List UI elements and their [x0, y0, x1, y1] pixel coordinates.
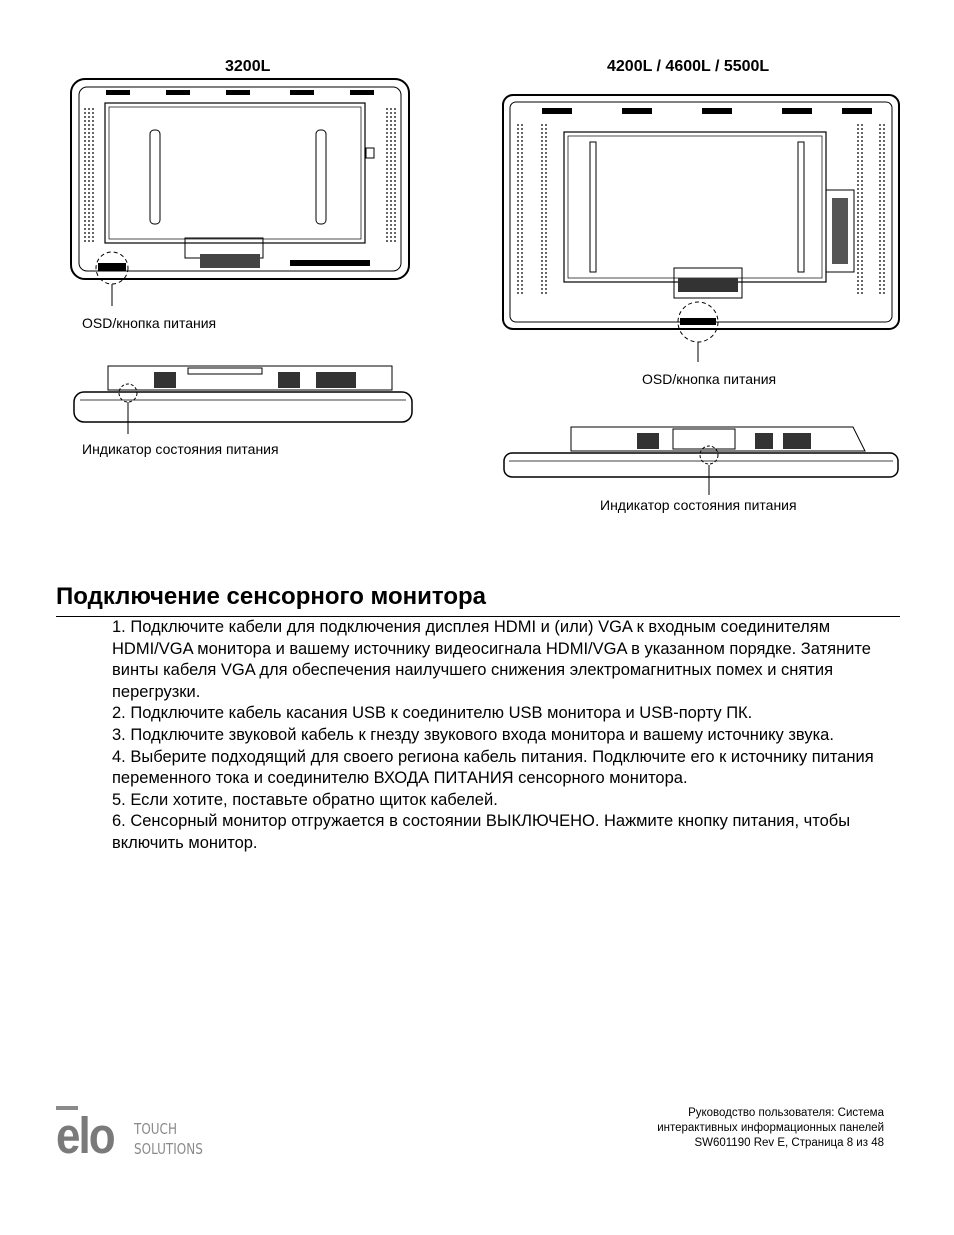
monitor-rear-view-4200l — [502, 94, 900, 364]
monitor-rear-view-3200l — [70, 78, 410, 308]
indicator-caption-3200l: Индикатор состояния питания — [82, 441, 279, 457]
osd-caption-4200l: OSD/кнопка питания — [642, 371, 777, 387]
connection-steps — [112, 617, 902, 855]
footer-line-1: Руководство пользователя: Система — [688, 1107, 884, 1119]
model-title-4200l-4600l-5500l: 4200L / 4600L / 5500L — [607, 58, 770, 75]
section-title: Подключение сенсорного монитора — [56, 583, 486, 610]
indicator-caption-4200l: Индикатор состояния питания — [600, 497, 797, 513]
step-6: 6. Сенсорный монитор отгружается в состоянии ВЫКЛЮЧЕНО. Нажмите кнопку питания, чтобы включить монитор. — [112, 812, 851, 852]
footer-line-3: SW601190 Rev E, Страница 8 из 48 — [694, 1137, 884, 1149]
monitor-bottom-view-3200l — [72, 362, 414, 437]
logo-line2: SOLUTIONS — [134, 1140, 203, 1158]
step-4: 4. Выберите подходящий для своего региона кабель питания. Подключите его к источнику питания переменного тока и соединителю ВХОДА ПИТАНИЯ сенсорного монитора. — [112, 747, 874, 788]
elo-logo — [56, 1106, 216, 1165]
step-1: 1. Подключите кабели для подключения дисплея HDMI и (или) VGA к входным соединителям HDMI/VGA монитора и вашему источнику видеосигнала HDMI/VGA в указанном порядке. Затяните винты кабеля VGA для обеспечения наилучшего снижения электромагнитных помех и снятия перегрузки. — [112, 618, 871, 701]
logo-line1: TOUCH — [134, 1120, 177, 1138]
model-title-3200l: 3200L — [225, 58, 271, 75]
osd-caption-3200l: OSD/кнопка питания — [82, 315, 217, 331]
footer-line-2: интерактивных информационных панелей — [657, 1122, 884, 1134]
step-3: 3. Подключите звуковой кабель к гнезду звукового входа монитора и вашему источнику звука. — [112, 725, 834, 744]
monitor-bottom-view-4200l — [503, 425, 899, 497]
footer-document-info — [564, 1106, 884, 1151]
logo-mark: elo — [56, 1108, 114, 1165]
step-2: 2. Подключите кабель касания USB к соединителю USB монитора и USB-порту ПК. — [112, 704, 753, 723]
step-5: 5. Если хотите, поставьте обратно щиток кабелей. — [112, 790, 498, 809]
